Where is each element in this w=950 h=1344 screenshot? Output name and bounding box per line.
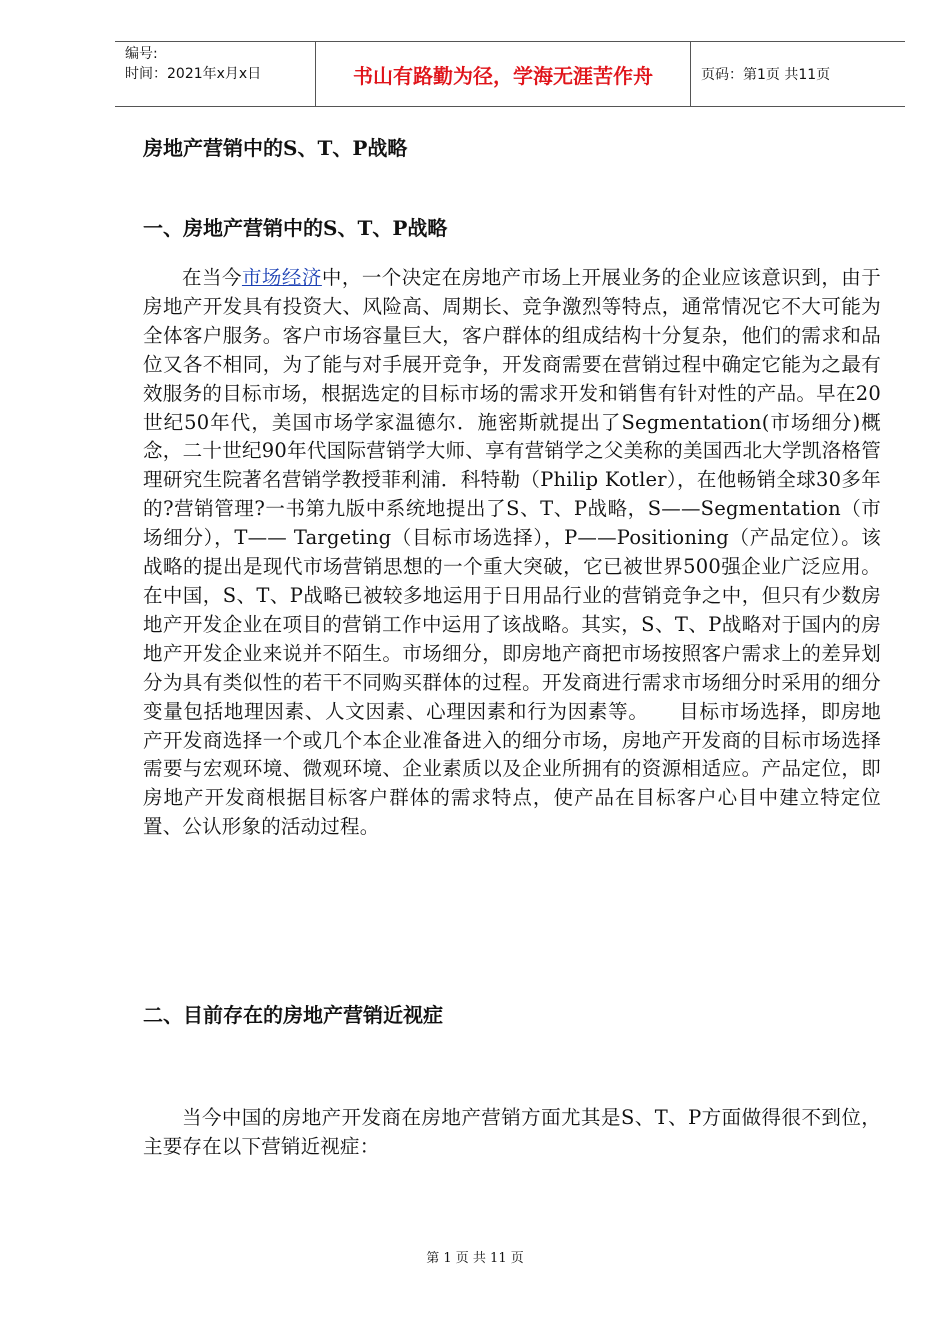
page-header <box>115 41 905 107</box>
para-text-post: 中，一个决定在房地产市场上开展业务的企业应该意识到，由于房地产开发具有投资大、风险高、周期长、竞争激烈等特点，通常情况它不大可能为全体客户服务。客户市场容量巨大，客户群体的组成结构十分复杂，他们的需求和品位又各不相同，为了能与对手展开竞争，开发商需要在营销过程中确定它能为之最有效服务的目标市场，根据选定的目标市场的需求开发和销售有针对性的产品。早在20世纪50年代，美国市场学家温德尔．施密斯就提出了Segmentation(市场细分)概念，二十世纪90年代国际营销学大师、享有营销学之父美称的美国西北大学凯洛格管理研究生院著名营销学教授菲利浦．科特勒（Philip Kotler），在他畅销全球30多年的?营销管理?一书第九版中系统地提出了S、T、P战略，S——Segmentation（市场细分），T—— Targeting（目标市场选择），P——Positioning（产品定位）。该战略的提出是现代市场营销思想的一个重大突破，它已被世界500强企业广泛应用。在中国，S、T、P战略已被较多地运用于日用品行业的营销竞争之中，但只有少数房地产开发企业在项目的营销工作中运用了该战略。其实，S、T、P战略对于国内的房地产开发企业来说并不陌生。市场细分，即房地产商把市场按照客户需求上的差异划分为具有类似性的若干不同购买群体的过程。开发商进行需求市场细分时采用的细分变量包括地理因素、人文因素、心理因素和行为因素等。 目标市场选择，即房地产开发商选择一个或几个本企业准备进入的细分市场，房地产开发商的目标市场选择需要与宏观环境、微观环境、企业素质以及企业所拥有的资源相适应。产品定位，即房地产开发商根据目标客户群体的需求特点，使产品在目标客户心目中建立特定位置、公认形象的活动过程。 <box>143 266 881 839</box>
section-2-heading: 二、目前存在的房地产营销近视症 <box>143 1003 443 1027</box>
code-label: 编号: <box>125 46 158 62</box>
header-meta <box>115 42 316 106</box>
time-label: 时间：2021年x月x日 <box>125 66 262 82</box>
para-text-pre: 在当今 <box>182 266 242 289</box>
page-footer: 第 1 页 共 11 页 <box>426 1251 524 1266</box>
document-title: 房地产营销中的S、T、P战略 <box>143 136 408 160</box>
header-motto: 书山有路勤为径，学海无涯苦作舟 <box>316 42 691 106</box>
section-1-heading: 一、房地产营销中的S、T、P战略 <box>143 216 448 240</box>
section-2-paragraph: 当今中国的房地产开发商在房地产营销方面尤其是S、T、P方面做得很不到位，主要存在以下营销近视症： <box>143 1106 881 1158</box>
market-economy-link[interactable]: 市场经济 <box>241 266 322 289</box>
header-page-info: 页码：第1页 共11页 <box>701 67 831 83</box>
section-1-paragraph <box>143 264 881 842</box>
